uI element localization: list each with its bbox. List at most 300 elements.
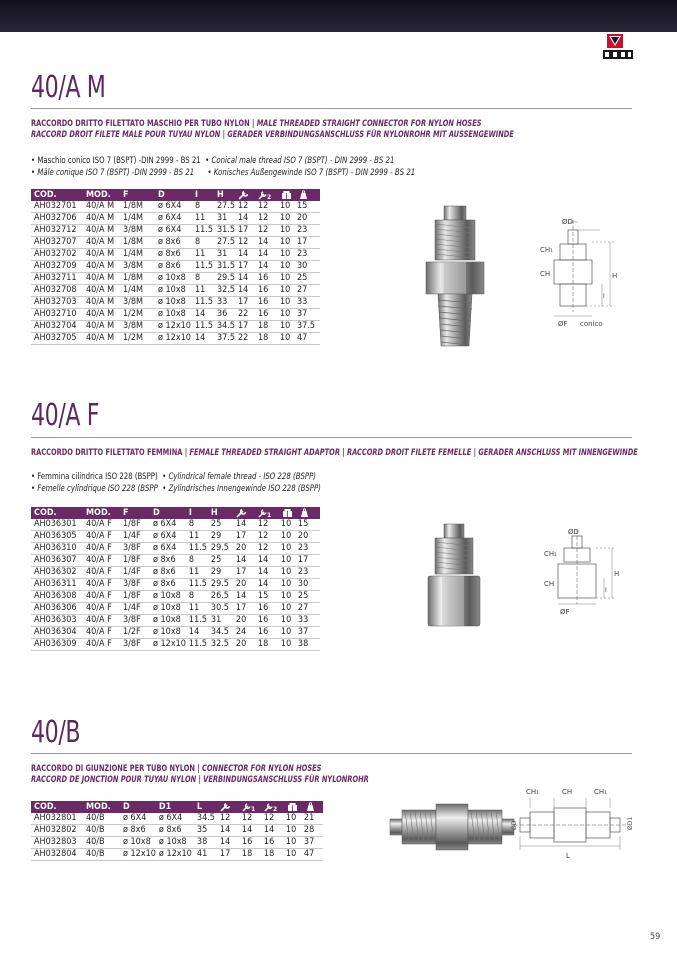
table-cell: ø 8x6 xyxy=(155,261,192,273)
label-d: ØD xyxy=(568,528,579,536)
table-cell: 8 xyxy=(192,273,214,285)
table-cell: 10 xyxy=(277,201,294,213)
table-cell: 10 xyxy=(278,519,295,531)
table-cell: 10 xyxy=(277,309,294,321)
table-cell: ø 8x6 xyxy=(155,249,192,261)
table-cell: 20 xyxy=(233,579,255,591)
table-row xyxy=(31,213,320,225)
table-cell: 40/B xyxy=(83,837,120,849)
table-row xyxy=(31,249,320,261)
label-ch: CH xyxy=(544,580,555,588)
table-cell: 40/A F xyxy=(83,615,120,627)
table-cell: 14 xyxy=(192,333,214,345)
product-photo-40b xyxy=(388,800,516,854)
column-header xyxy=(277,189,294,201)
desc-plain: RACCORDO DRITTO FILETTATO FEMMINA | xyxy=(31,448,190,458)
table-cell: 18 xyxy=(255,333,277,345)
description-line-1 xyxy=(31,764,321,775)
table-cell: ø 8x6 xyxy=(150,579,186,591)
table-cell: 10 xyxy=(278,615,295,627)
column-header xyxy=(294,189,320,201)
product-photo-40af xyxy=(422,520,486,632)
table-cell: 40/A M xyxy=(83,261,120,273)
column-header xyxy=(120,189,155,201)
table-cell: 1/8M xyxy=(120,201,155,213)
table-cell: 37.5 xyxy=(214,333,235,345)
table-cell: 31.5 xyxy=(214,261,235,273)
table-cell: 28 xyxy=(301,825,323,837)
column-header xyxy=(150,507,186,519)
label-conico: conico xyxy=(580,320,603,328)
table-cell: 16 xyxy=(261,837,283,849)
table-cell: 40/A M xyxy=(83,333,120,345)
spec-table xyxy=(31,507,320,651)
table-row xyxy=(31,285,320,297)
table-cell: 1/8F xyxy=(120,519,150,531)
column-header-label: MOD. xyxy=(86,508,111,518)
table-row xyxy=(31,627,320,639)
table-cell: 10 xyxy=(278,567,295,579)
column-header-label: MOD. xyxy=(86,190,111,200)
table-cell: 33 xyxy=(295,615,320,627)
table-cell: 17 xyxy=(233,567,255,579)
table-cell: 40/A M xyxy=(83,321,120,333)
section-title: 40/A F xyxy=(31,398,100,433)
table-cell: AH036304 xyxy=(31,627,83,639)
note: • Maschio conico ISO 7 (BSPT) -DIN 2999 - BS 21 xyxy=(31,156,201,166)
table-cell: 3/8F xyxy=(120,639,150,651)
table-cell: 10 xyxy=(277,225,294,237)
table-cell: 14 xyxy=(217,825,239,837)
table-row xyxy=(31,531,320,543)
table-cell: ø 10x8 xyxy=(155,309,192,321)
table-row xyxy=(31,309,320,321)
weight-icon xyxy=(297,190,310,200)
table-cell: 31.5 xyxy=(214,225,235,237)
table-row xyxy=(31,297,320,309)
table-cell: 10 xyxy=(278,603,295,615)
divider xyxy=(31,753,632,754)
table-row xyxy=(31,615,320,627)
table-cell: 11.5 xyxy=(186,579,208,591)
table-cell: 16 xyxy=(255,285,277,297)
table-cell: AH032710 xyxy=(31,309,83,321)
wrench-icon xyxy=(236,508,249,518)
table-cell: 14 xyxy=(255,237,277,249)
table-cell: AH036303 xyxy=(31,615,83,627)
table-cell: 40/A M xyxy=(83,273,120,285)
table-cell: AH032703 xyxy=(31,297,83,309)
table-cell: 32.5 xyxy=(208,639,233,651)
brand-logo xyxy=(601,32,635,62)
table-cell: 29.5 xyxy=(208,579,233,591)
table-cell: ø 6X4 xyxy=(150,519,186,531)
table-cell: AH032707 xyxy=(31,237,83,249)
table-cell: 1/8F xyxy=(120,555,150,567)
weight-icon xyxy=(298,508,311,518)
table-cell: 14 xyxy=(186,627,208,639)
column-header xyxy=(83,801,120,813)
table-cell: ø 10x8 xyxy=(150,615,186,627)
svg-text:1: 1 xyxy=(266,511,272,519)
table-cell: 12 xyxy=(255,543,278,555)
table-cell: 3/8F xyxy=(120,615,150,627)
table-cell: 3/8M xyxy=(120,297,155,309)
table-cell: 20 xyxy=(233,543,255,555)
label-h: H xyxy=(614,570,620,578)
column-header-label: I xyxy=(188,508,192,518)
table-cell: 10 xyxy=(283,849,301,861)
table-cell: 40/A M xyxy=(83,249,120,261)
table-cell: AH036306 xyxy=(31,603,83,615)
table-cell: 17 xyxy=(235,225,255,237)
column-header xyxy=(261,801,283,813)
column-header xyxy=(295,507,320,519)
divider xyxy=(31,437,632,438)
column-header-label: F xyxy=(123,508,129,518)
table-cell: 10 xyxy=(277,297,294,309)
wrench-1-icon xyxy=(242,802,255,812)
table-row xyxy=(31,321,320,333)
table-cell: 40/A F xyxy=(83,543,120,555)
table-cell: 40/B xyxy=(83,825,120,837)
table-cell: 29.5 xyxy=(214,273,235,285)
table-cell: AH036309 xyxy=(31,639,83,651)
table-cell: AH036308 xyxy=(31,591,83,603)
table-cell: 12 xyxy=(261,813,283,825)
table-cell: ø 10x8 xyxy=(155,285,192,297)
table-row xyxy=(31,543,320,555)
table-cell: ø 6X4 xyxy=(155,225,192,237)
svg-text:1: 1 xyxy=(250,805,256,813)
table-row xyxy=(31,225,320,237)
table-cell: 22 xyxy=(235,333,255,345)
svg-text:2: 2 xyxy=(272,805,278,813)
table-cell: 12 xyxy=(255,213,277,225)
table-cell: 40/A F xyxy=(83,603,120,615)
table-cell: 11 xyxy=(186,603,208,615)
section-title: 40/B xyxy=(31,715,81,750)
table-cell: 36 xyxy=(214,309,235,321)
table-cell: 33 xyxy=(294,297,320,309)
table-cell: ø 10x8 xyxy=(150,603,186,615)
table-header-row xyxy=(31,507,320,519)
description-line-2 xyxy=(31,775,369,786)
table-cell: 1/8M xyxy=(120,273,155,285)
table-cell: 37 xyxy=(295,627,320,639)
table-cell: 40/A F xyxy=(83,531,120,543)
table-cell: 1/4M xyxy=(120,285,155,297)
column-header xyxy=(194,801,217,813)
table-cell: 14 xyxy=(255,555,278,567)
table-cell: 14 xyxy=(255,567,278,579)
table-cell: ø 8x6 xyxy=(156,825,194,837)
label-ch: CH xyxy=(540,270,551,278)
table-cell: ø 12x10 xyxy=(120,849,156,861)
column-header-label: H xyxy=(217,190,224,200)
desc-italic: MALE THREADED STRAIGHT CONNECTOR FOR NYLON HOSES xyxy=(256,119,482,129)
table-cell: 11.5 xyxy=(186,639,208,651)
table-cell: 17 xyxy=(233,603,255,615)
label-ch1-right: CH₁ xyxy=(594,788,607,796)
table-cell: 14 xyxy=(239,825,261,837)
note: • Konisches Außengewinde ISO 7 (BSPT) - DIN 2999 - BS 21 xyxy=(207,168,416,178)
table-cell: 38 xyxy=(194,837,217,849)
wrench-1-icon xyxy=(258,508,271,518)
table-cell: AH032706 xyxy=(31,213,83,225)
table-cell: 23 xyxy=(295,567,320,579)
table-cell: 11 xyxy=(186,531,208,543)
column-header xyxy=(235,189,255,201)
notes-line-2 xyxy=(31,483,321,495)
technical-drawing-40b xyxy=(508,786,636,866)
table-cell: 20 xyxy=(295,531,320,543)
table-cell: 40/A F xyxy=(83,579,120,591)
table-row xyxy=(31,813,323,825)
table-cell: 11 xyxy=(192,213,214,225)
table-cell: 8 xyxy=(186,555,208,567)
table-cell: 17 xyxy=(235,261,255,273)
column-header-label: MOD. xyxy=(86,802,111,812)
table-cell: 29 xyxy=(208,567,233,579)
table-cell: 14 xyxy=(261,825,283,837)
table-cell: 30.5 xyxy=(208,603,233,615)
column-header xyxy=(278,507,295,519)
table-cell: AH032801 xyxy=(31,813,83,825)
table-cell: 10 xyxy=(278,579,295,591)
note: • Femmina cilindrica ISO 228 (BSPP) xyxy=(31,472,158,482)
table-cell: 15 xyxy=(294,201,320,213)
table-cell: 16 xyxy=(255,615,278,627)
table-cell: 15 xyxy=(255,591,278,603)
description-line-1 xyxy=(31,119,482,130)
table-cell: 25 xyxy=(294,273,320,285)
table-cell: 25 xyxy=(208,555,233,567)
table-row xyxy=(31,519,320,531)
table-cell: AH032802 xyxy=(31,825,83,837)
table-row xyxy=(31,201,320,213)
column-header xyxy=(214,189,235,201)
column-header-label: D xyxy=(153,508,160,518)
table-cell: 31 xyxy=(208,615,233,627)
spec-table xyxy=(31,801,323,861)
table-cell: 17 xyxy=(295,555,320,567)
column-header-label: COD. xyxy=(34,190,57,200)
table-cell: 37 xyxy=(294,309,320,321)
column-header-label: COD. xyxy=(34,508,57,518)
label-ch1: CH₁ xyxy=(540,246,553,254)
column-header xyxy=(31,189,83,201)
table-cell: 10 xyxy=(277,261,294,273)
table-cell: 14 xyxy=(233,591,255,603)
table-cell: 11 xyxy=(186,567,208,579)
table-cell: 1/4M xyxy=(120,249,155,261)
table-cell: 11 xyxy=(192,285,214,297)
table-cell: 11.5 xyxy=(192,261,214,273)
table-cell: 16 xyxy=(255,297,277,309)
table-row xyxy=(31,603,320,615)
desc-italic: FEMALE THREADED STRAIGHT ADAPTOR | RACCORD DROIT FILETE FEMELLE | GERADER ANSCHLUSS MIT INNENGEWINDE xyxy=(189,448,638,458)
table-cell: 10 xyxy=(277,249,294,261)
table-cell: 25 xyxy=(295,591,320,603)
table-cell: ø 12x10 xyxy=(155,333,192,345)
table-cell: 14 xyxy=(235,285,255,297)
table-cell: 23 xyxy=(294,225,320,237)
table-cell: 24 xyxy=(233,627,255,639)
table-cell: 12 xyxy=(235,237,255,249)
table-cell: 47 xyxy=(301,849,323,861)
wrench-2-icon xyxy=(258,190,271,200)
note: • Mâle conique ISO 7 (BSPT) -DIN 2999 - BS 21 xyxy=(31,168,195,178)
package-icon xyxy=(280,190,293,200)
table-cell: 40/A M xyxy=(83,225,120,237)
table-cell: 10 xyxy=(283,825,301,837)
label-ch1-left: CH₁ xyxy=(526,788,539,796)
table-cell: 17 xyxy=(235,321,255,333)
table-cell: 3/8M xyxy=(120,261,155,273)
table-cell: ø 8x6 xyxy=(120,825,156,837)
table-cell: 3/8M xyxy=(120,225,155,237)
table-cell: 1/4F xyxy=(120,603,150,615)
column-header xyxy=(155,189,192,201)
table-cell: 12 xyxy=(239,813,261,825)
table-cell: 26.5 xyxy=(208,591,233,603)
table-cell: 10 xyxy=(278,627,295,639)
table-cell: AH036305 xyxy=(31,531,83,543)
table-cell: ø 8x6 xyxy=(150,567,186,579)
table-cell: AH032709 xyxy=(31,261,83,273)
table-cell: 22 xyxy=(235,309,255,321)
weight-icon xyxy=(304,802,317,812)
table-cell: 23 xyxy=(294,249,320,261)
table-cell: ø 6X4 xyxy=(155,213,192,225)
table-cell: 31 xyxy=(214,249,235,261)
package-icon xyxy=(286,802,299,812)
table-cell: AH036302 xyxy=(31,567,83,579)
table-cell: 34.5 xyxy=(208,627,233,639)
table-cell: 41 xyxy=(194,849,217,861)
table-cell: 10 xyxy=(277,321,294,333)
table-row xyxy=(31,555,320,567)
table-cell: 10 xyxy=(278,543,295,555)
table-cell: 30 xyxy=(295,579,320,591)
table-cell: 8 xyxy=(186,591,208,603)
table-cell: AH032704 xyxy=(31,321,83,333)
table-cell: 40/A M xyxy=(83,285,120,297)
table-row xyxy=(31,333,320,345)
table-row xyxy=(31,825,323,837)
table-row xyxy=(31,849,323,861)
table-cell: 16 xyxy=(239,837,261,849)
table-cell: 10 xyxy=(277,333,294,345)
table-cell: AH032708 xyxy=(31,285,83,297)
column-header xyxy=(217,801,239,813)
table-cell: 27.5 xyxy=(214,237,235,249)
table-cell: ø 6X4 xyxy=(156,813,194,825)
table-row xyxy=(31,273,320,285)
desc-italic: RACCORD DROIT FILETE MALE POUR TUYAU NYLON | GERADER VERBINDUNGSANSCHLUSS FÜR NYLONROHR MIT AUSSENGEWINDE xyxy=(31,130,514,140)
table-cell: 10 xyxy=(277,285,294,297)
table-cell: 3/8F xyxy=(120,543,150,555)
column-header xyxy=(233,507,255,519)
table-cell: 14 xyxy=(255,261,277,273)
table-cell: 16 xyxy=(255,603,278,615)
column-header-label: D xyxy=(158,190,165,200)
table-cell: 40/A F xyxy=(83,519,120,531)
column-header xyxy=(239,801,261,813)
table-cell: 37.5 xyxy=(294,321,320,333)
table-cell: 11.5 xyxy=(186,615,208,627)
table-cell: 10 xyxy=(283,813,301,825)
table-cell: 17 xyxy=(233,531,255,543)
column-header xyxy=(156,801,194,813)
table-cell: 12 xyxy=(235,201,255,213)
table-cell: 14 xyxy=(255,249,277,261)
divider xyxy=(31,108,632,109)
column-header xyxy=(186,507,208,519)
table-cell: 11.5 xyxy=(192,321,214,333)
column-header-label: L xyxy=(196,802,203,812)
notes-line-2 xyxy=(31,167,415,179)
table-cell: 14 xyxy=(217,837,239,849)
column-header xyxy=(255,189,277,201)
table-cell: AH036311 xyxy=(31,579,83,591)
table-cell: 3/8F xyxy=(120,579,150,591)
label-f: ØF xyxy=(558,320,568,328)
column-header xyxy=(120,801,156,813)
desc-plain: RACCORDO DRITTO FILETTATO MASCHIO PER TUBO NYLON | xyxy=(31,119,257,129)
table-cell: ø 10x8 xyxy=(155,273,192,285)
table-cell: 17 xyxy=(235,297,255,309)
top-banner xyxy=(0,0,677,32)
desc-italic: CONNECTOR FOR NYLON HOSES xyxy=(202,764,322,774)
table-cell: 16 xyxy=(255,309,277,321)
table-cell: 29 xyxy=(208,531,233,543)
table-cell: 20 xyxy=(294,213,320,225)
table-cell: 14 xyxy=(233,555,255,567)
column-header xyxy=(31,507,83,519)
note: • Zylindrisches Innengewinde ISO 228 (BSPP) xyxy=(162,484,321,494)
page-number: 59 xyxy=(650,932,661,942)
column-header xyxy=(83,189,120,201)
table-cell: 11.5 xyxy=(192,225,214,237)
table-cell: ø 6X4 xyxy=(150,531,186,543)
table-cell: 3/8M xyxy=(120,321,155,333)
table-cell: 30 xyxy=(294,261,320,273)
notes-line-1 xyxy=(31,471,316,483)
table-cell: 17 xyxy=(217,849,239,861)
product-photo-40am xyxy=(416,202,494,350)
table-cell: 14 xyxy=(233,519,255,531)
table-cell: 23 xyxy=(295,543,320,555)
table-cell: 10 xyxy=(277,273,294,285)
table-cell: 10 xyxy=(277,213,294,225)
table-cell: 18 xyxy=(255,639,278,651)
table-cell: ø 10x8 xyxy=(156,837,194,849)
table-row xyxy=(31,237,320,249)
table-cell: 1/4F xyxy=(120,567,150,579)
table-cell: ø 12x10 xyxy=(156,849,194,861)
label-ch: CH xyxy=(562,788,573,796)
column-header xyxy=(31,801,83,813)
table-cell: 16 xyxy=(255,627,278,639)
table-cell: 1/4F xyxy=(120,531,150,543)
label-i: I xyxy=(605,587,607,594)
table-cell: AH036307 xyxy=(31,555,83,567)
table-cell: 14 xyxy=(235,213,255,225)
table-cell: 40/A M xyxy=(83,213,120,225)
table-cell: 40/B xyxy=(83,813,120,825)
